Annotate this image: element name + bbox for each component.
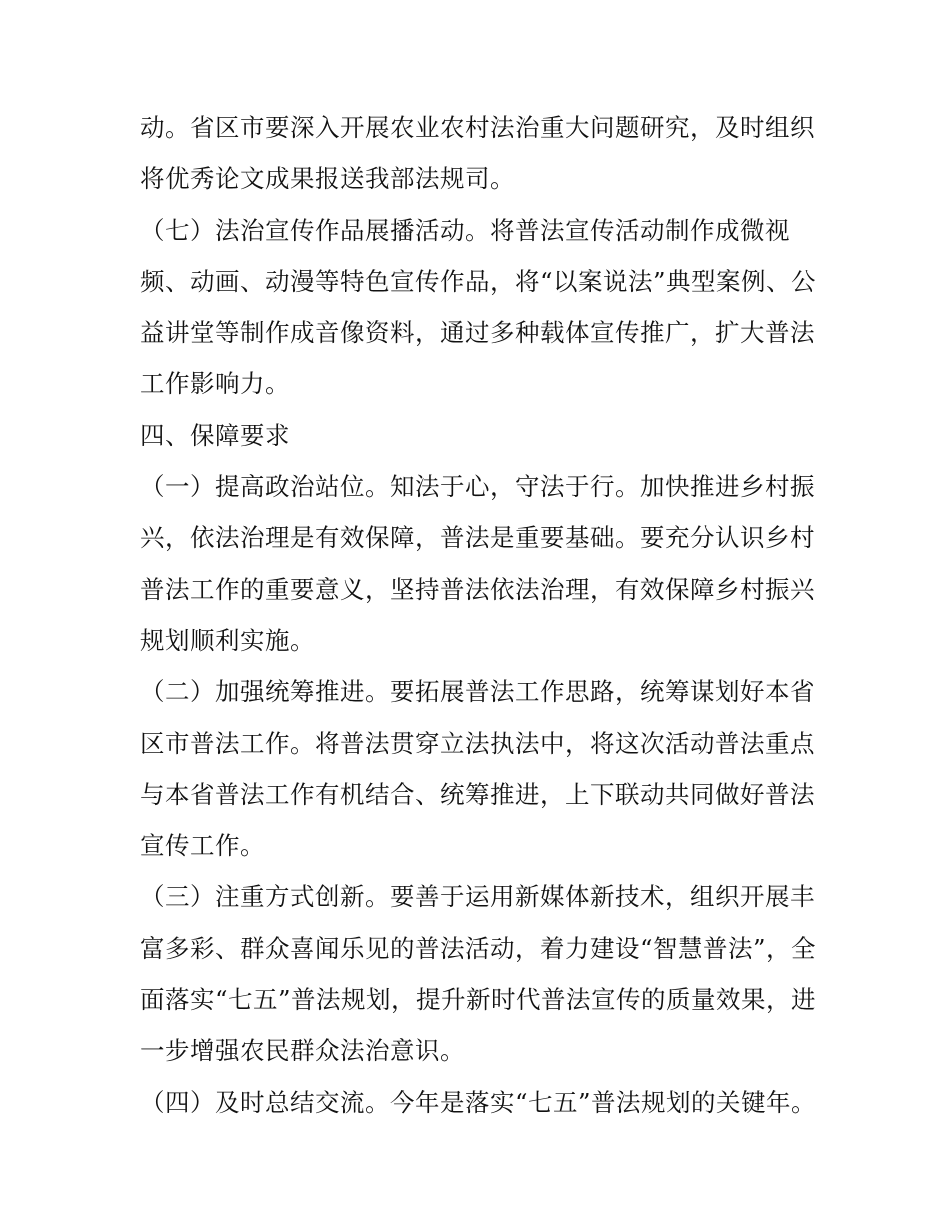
text-line: 区市普法工作。将普法贯穿立法执法中，将这次活动普法重点 <box>140 728 815 758</box>
text-line: 与本省普法工作有机结合、统筹推进，上下联动共同做好普法 <box>140 779 815 809</box>
text-line: 工作影响力。 <box>140 369 290 399</box>
text-line: 规划顺利实施。 <box>140 625 315 655</box>
document-body <box>140 102 820 1128</box>
text-line: 普法工作的重要意义，坚持普法依法治理，有效保障乡村振兴 <box>140 574 815 604</box>
text-line: 频、动画、动漫等特色宣传作品，将“以案说法”典型案例、公 <box>140 266 817 296</box>
text-line: 将优秀论文成果报送我部法规司。 <box>140 164 515 194</box>
item-3-heading-line: （三）注重方式创新。要善于运用新媒体新技术，组织开展丰 <box>140 882 815 912</box>
item-4-heading-line: （四）及时总结交流。今年是落实“七五”普法规划的关键年。 <box>140 1087 817 1117</box>
text-line: 富多彩、群众喜闻乐见的普法活动，着力建设“智慧普法”，全 <box>140 933 817 963</box>
text-line: 宣传工作。 <box>140 831 265 861</box>
text-line: 面落实“七五”普法规划，提升新时代普法宣传的质量效果，进 <box>140 985 817 1015</box>
item-1-heading-line: （一）提高政治站位。知法于心，守法于行。加快推进乡村振 <box>140 472 815 502</box>
text-line: 一步增强农民群众法治意识。 <box>140 1036 465 1066</box>
item-2-heading-line: （二）加强统筹推进。要拓展普法工作思路，统筹谋划好本省 <box>140 677 815 707</box>
text-line: 益讲堂等制作成音像资料，通过多种载体宣传推广，扩大普法 <box>140 318 815 348</box>
section-7-heading-line: （七）法治宣传作品展播活动。将普法宣传活动制作成微视 <box>140 215 790 245</box>
text-line: 兴，依法治理是有效保障，普法是重要基础。要充分认识乡村 <box>140 523 815 553</box>
text-line: 动。省区市要深入开展农业农村法治重大问题研究，及时组织 <box>140 113 815 142</box>
section-heading-guarantee: 四、保障要求 <box>140 420 290 450</box>
